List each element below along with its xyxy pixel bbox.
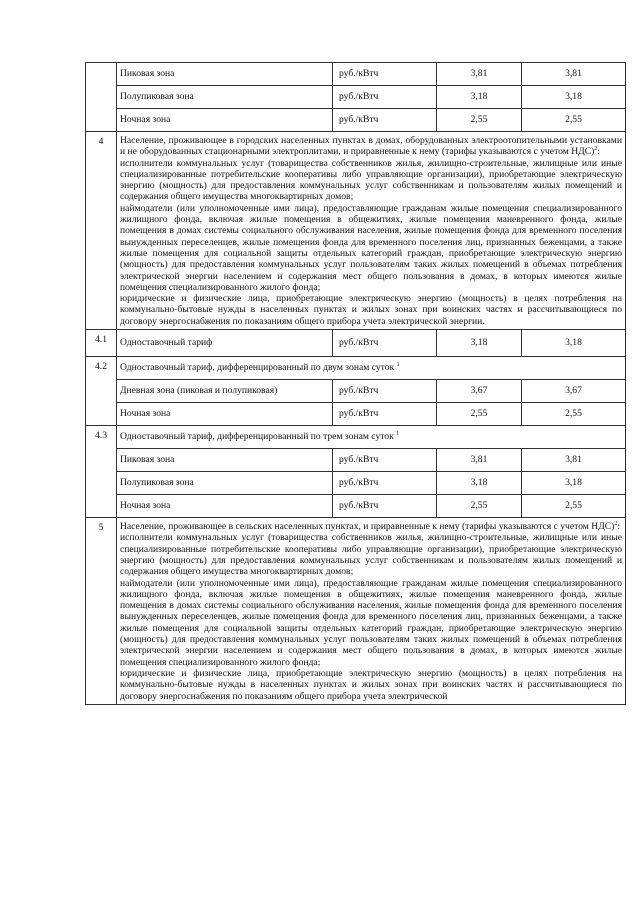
- row-number: 4.2: [86, 357, 117, 426]
- row-number-cell: [86, 63, 117, 132]
- zone-label: Полупиковая зона: [117, 472, 333, 495]
- tariff-value-2: 2,55: [522, 495, 626, 518]
- table-row: [86, 109, 626, 132]
- tariff-value-1: 2,55: [437, 403, 522, 426]
- table-row: [86, 63, 626, 86]
- section-heading: Население, проживающее в сельских населенных пунктах, и приравненные к нему (тарифы указываются с учетом НДС): [120, 521, 615, 533]
- description-paragraph: исполнители коммунальных услуг (товарищества собственников жилья, жилищно-строительные, жилищные или иные специализированные потребительские кооперативы либо управляющие организации), приобретающие электрическую энергию (мощность) для предоставления коммунальных услуг собственникам и пользователям жилых помещений и содержания общего имущества многоквартирных домов;: [120, 532, 622, 578]
- unit-cell: руб./кВтч: [333, 330, 437, 357]
- table-row: [86, 472, 626, 495]
- tariff-label-text: Одноставочный тариф, дифференцированный по трем зонам суток: [120, 431, 394, 443]
- table-row: [86, 357, 626, 380]
- zone-label: Ночная зона: [117, 495, 333, 518]
- unit-cell: руб./кВтч: [333, 495, 437, 518]
- row-number: 4.1: [86, 330, 117, 357]
- tariff-value-2: 3,67: [522, 380, 626, 403]
- description-paragraph: юридические и физические лица, приобретающие электрическую энергию (мощность) в целях потребления на коммунально-бытовые нужды в населенных пунктах и жилых зонах при воинских частях и рассчитывающиеся по договору энергоснабжения по показаниям общего прибора учета электрической: [120, 667, 622, 702]
- table-row: [86, 449, 626, 472]
- zone-label: Ночная зона: [117, 109, 333, 132]
- tariff-label-text: Одноставочный тариф, дифференцированный по двум зонам суток: [120, 362, 395, 374]
- section-5-row: [86, 518, 626, 705]
- description-paragraph: наймодатели (или уполномоченные ими лица), предоставляющие гражданам жилые помещения специализированного жилищного фонда, включая жилые помещения в общежитиях, жилые помещения маневренного фонда, жилые помещения в домах системы социального обслуживания населения, жилые помещения фонда для временного поселения вынужденных переселенцев, жилые помещения фонда для временного поселения лиц, признанных беженцами, а также жилые помещения для социальной защиты отдельных категорий граждан, приобретающие электрическую энергию (мощность) для предоставления коммунальных услуг пользователям таких жилых помещений в объемах потребления электрической энергии населением и содержания мест общего пользования в домах, в которых имеются жилые помещения специализированного жилого фонда;: [120, 577, 622, 668]
- tariff-value-1: 3,81: [437, 63, 522, 86]
- tariff-label: [117, 426, 626, 449]
- tariff-value-2: 3,18: [522, 330, 626, 357]
- table-row: [86, 426, 626, 449]
- table-row: [86, 86, 626, 109]
- tariff-value-2: 2,55: [522, 403, 626, 426]
- section-number: 4: [86, 132, 117, 330]
- unit-cell: руб./кВтч: [333, 380, 437, 403]
- zone-label: Ночная зона: [117, 403, 333, 426]
- unit-cell: руб./кВтч: [333, 449, 437, 472]
- description-paragraph: исполнители коммунальных услуг (товарищества собственников жилья, жилищно-строительные, жилищные или иные специализированные потребительские кооперативы либо управляющие организации), приобретающие электрическую энергию (мощность) для предоставления коммунальных услуг собственникам и пользователям жилых помещений и содержания общего имущества многоквартирных домов;: [120, 157, 622, 203]
- tariff-value-2: 3,81: [522, 63, 626, 86]
- tariff-value-1: 3,81: [437, 449, 522, 472]
- table-row: [86, 330, 626, 357]
- tariff-value-1: 3,18: [437, 472, 522, 495]
- zone-label: Полупиковая зона: [117, 86, 333, 109]
- tariff-value-2: 2,55: [522, 109, 626, 132]
- unit-cell: руб./кВтч: [333, 86, 437, 109]
- zone-label: Пиковая зона: [117, 449, 333, 472]
- section-4-row: [86, 132, 626, 330]
- tariff-value-1: 2,55: [437, 495, 522, 518]
- tariff-value-1: 3,18: [437, 330, 522, 357]
- tariff-table: [85, 62, 626, 705]
- footnote-marker: 1: [396, 362, 400, 369]
- section-heading: Население, проживающее в городских населенных пунктах в домах, оборудованных электроотопительными установками и не оборудованных стационарными электроплитами, и приравненные к нему (тарифы указываются с учетом НДС): [120, 135, 622, 158]
- tariff-value-2: 3,81: [522, 449, 626, 472]
- section-5-description: Население, проживающее в сельских населенных пунктах, и приравненные к нему (тарифы указываются с учетом НДС)$^2$: исполнители коммунальных услуг (товарищества собственников жилья, жилищно-строительные, жилищные или иные специализированные потребительские кооперативы либо управляющие организации), приобретающие электрическую энергию (мощность) для предоставления коммунальных услуг собственникам и пользователям жилых помещений и содержания общего имущества многоквартирных домов; наймодатели (или уполномоченные ими лица), предоставляющие гражданам жилые помещения специализированного жилищного фонда, включая жилые помещения в общежитиях, жилые помещения маневренного фонда, жилые помещения в домах системы социального обслуживания населения, жилые помещения фонда для временного поселения вынужденных переселенцев, жилые помещения фонда для временного поселения лиц, признанных беженцами, а также жилые помещения для социальной защиты отдельных категорий граждан, приобретающие электрическую энергию (мощность) для предоставления коммунальных услуг пользователям таких жилых помещений в объемах потребления электрической энергии населением и содержания мест общего пользования в домах, в которых имеются жилые помещения специализированного жилого фонда; юридические и физические лица, приобретающие электрическую энергию (мощность) в целях потребления на коммунально-бытовые нужды в населенных пунктах и жилых зонах при воинских частях и рассчитывающиеся по договору энергоснабжения по показаниям общего прибора учета электрической: [117, 518, 626, 705]
- tariff-value-1: 2,55: [437, 109, 522, 132]
- section-number: 5: [86, 518, 117, 705]
- description-paragraph: юридические и физические лица, приобретающие электрическую энергию (мощность) в целях потребления на коммунально-бытовые нужды в населенных пунктах и жилых зонах при воинских частях и рассчитывающиеся по договору энергоснабжения по показаниям общего прибора учета электрической энергии.: [120, 293, 622, 327]
- zone-label: Пиковая зона: [117, 63, 333, 86]
- unit-cell: руб./кВтч: [333, 109, 437, 132]
- tariff-label: [117, 357, 626, 380]
- table-row: [86, 495, 626, 518]
- table-row: [86, 403, 626, 426]
- footnote-marker: 2: [614, 520, 618, 527]
- tariff-label: Одноставочный тариф: [117, 330, 333, 357]
- section-4-description: Население, проживающее в городских населенных пунктах в домах, оборудованных электроотопительными установками и не оборудованных стационарными электроплитами, и приравненные к нему (тарифы указываются с учетом НДС)$^2$: исполнители коммунальных услуг (товарищества собственников жилья, жилищно-строительные, жилищные или иные специализированные потребительские кооперативы либо управляющие организации), приобретающие электрическую энергию (мощность) для предоставления коммунальных услуг собственникам и пользователям жилых помещений и содержания общего имущества многоквартирных домов; наймодатели (или уполномоченные ими лица), предоставляющие гражданам жилые помещения специализированного жилищного фонда, включая жилые помещения в общежитиях, жилые помещения маневренного фонда, жилые помещения в домах системы социального обслуживания населения, жилые помещения фонда для временного поселения вынужденных переселенцев, жилые помещения фонда для временного поселения лиц, признанных беженцами, а также жилые помещения для социальной защиты отдельных категорий граждан, приобретающие электрическую энергию (мощность) для предоставления коммунальных услуг пользователям таких жилых помещений в объемах потребления электрической энергии населением и содержания мест общего пользования в домах, в которых имеются жилые помещения специализированного жилого фонда; юридические и физические лица, приобретающие электрическую энергию (мощность) в целях потребления на коммунально-бытовые нужды в населенных пунктах и жилых зонах при воинских частях и рассчитывающиеся по договору энергоснабжения по показаниям общего прибора учета электрической энергии.: [117, 132, 626, 330]
- tariff-value-2: 3,18: [522, 472, 626, 495]
- unit-cell: руб./кВтч: [333, 472, 437, 495]
- table-row: [86, 380, 626, 403]
- tariff-value-1: 3,67: [437, 380, 522, 403]
- footnote-marker: 2: [594, 146, 598, 153]
- tariff-value-2: 3,18: [522, 86, 626, 109]
- description-paragraph: наймодатели (или уполномоченные ими лица), предоставляющие гражданам жилые помещения специализированного жилищного фонда, включая жилые помещения в общежитиях, жилые помещения маневренного фонда, жилые помещения в домах системы социального обслуживания населения, жилые помещения фонда для временного поселения вынужденных переселенцев, жилые помещения фонда для временного поселения лиц, признанных беженцами, а также жилые помещения для социальной защиты отдельных категорий граждан, приобретающие электрическую энергию (мощность) для предоставления коммунальных услуг пользователям таких жилых помещений в объемах потребления электрической энергии населением и содержания мест общего пользования в домах, в которых имеются жилые помещения специализированного жилого фонда;: [120, 202, 622, 293]
- row-number: 4.3: [86, 426, 117, 518]
- tariff-value-1: 3,18: [437, 86, 522, 109]
- unit-cell: руб./кВтч: [333, 403, 437, 426]
- footnote-marker: 1: [396, 431, 400, 438]
- zone-label: Дневная зона (пиковая и полупиковая): [117, 380, 333, 403]
- unit-cell: руб./кВтч: [333, 63, 437, 86]
